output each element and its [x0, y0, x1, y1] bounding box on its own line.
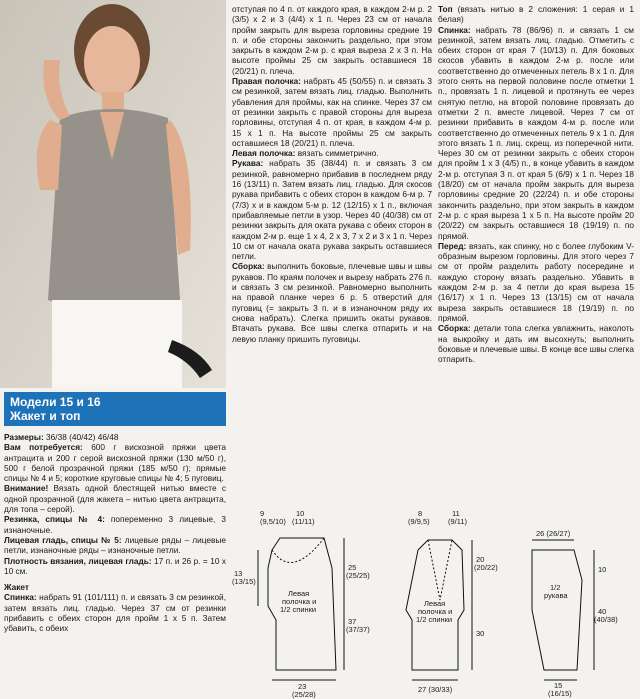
dim-label: 11	[452, 509, 460, 518]
piece-label: Левая	[424, 599, 446, 608]
dim-label: 10	[296, 509, 305, 518]
section-heading: Жакет	[4, 582, 29, 593]
paragraph: Правая полочка: набрать 45 (50/55) п. и связать 3 см резинкой, затем вязать лиц. гладью. Выполнить убавления для проймы, как на спинке. Через 37 см от резинки закрыть с правой стороны для выреза горловины, отступая 4 п. от края, в каждом 4-м р. 15 х 1 п. На высоте проймы 25 см закрыть оставшиеся 18 (20/21) п. плеча.	[232, 76, 432, 148]
dim-label: 15	[554, 681, 563, 690]
dim-label: 27 (30/33)	[418, 685, 453, 694]
dim-label: (25/28)	[292, 690, 316, 699]
piece-label: 1/2 спинки	[416, 615, 453, 624]
paragraph: Внимание! Вязать одной блестящей нитью вместе с одной прозрачной (для жакета – нитью цвета антрацита, для топа – серой).	[4, 483, 226, 515]
pattern-diagrams	[232, 510, 640, 699]
dim-label: 23	[298, 682, 307, 691]
paragraph: Резинка, спицы № 4: попеременно 3 лицевые, 3 изнаночные.	[4, 514, 226, 535]
piece-label: полочка и	[418, 607, 453, 616]
dim-label: 8	[418, 509, 423, 518]
paragraph: Сборка: выполнить боковые, плечевые швы и швы рукавов. По краям полочек и вырезу набрать 276 п. и связать 3 см резинкой. Равномерно выполнить на правой планке через 6 р. 5 отверстий для пуговиц (= закрыть 3 п. и в изнаночном ряду их снова набрать). Слегка пришить окаты рукавов. Втачать рукава. Все швы слегка отпарить и на левую планку пришить пуговицы.	[232, 261, 432, 344]
dim-label: (37/37)	[346, 625, 370, 634]
paragraph: Плотность вязания, лицевая гладь: 17 п. и 26 р. = 10 х 10 см.	[4, 555, 226, 576]
dim-label: (13/15)	[232, 577, 256, 586]
dim-label: 40	[598, 607, 607, 616]
paragraph: Перед: вязать, как спинку, но с более глубоким V-образным вырезом горловины. Для этого через 7 см от пройм разделить работу посередине и каждую сторону вязать раздельно. Убавить в каждом 2-м р. за 4 петли до края выреза 15 (16/17) х 1 п. Через 13 (13/15) см от начала выреза закрыть оставшиеся 18 (19/19) п. по прямой.	[438, 240, 634, 323]
model-photo	[0, 0, 226, 388]
paragraph: Вам потребуется: 600 г вискозной пряжи цвета антрацита и 200 г серой вискозной пряжи (130 м/50 г), 500 г белой прозрачной пряжи (185 м/50 г); прямые спицы № 4 и 5; короткие круговые спицы № 4; 5 пуговиц.	[4, 442, 226, 484]
paragraph: Спинка: набрать 78 (86/96) п. и связать 1 см резинкой, затем вязать лиц. гладью. Отметить с обеих сторон от края 7 (10/13) п. Для боковых скосов убавить в каждом 2-м р. после или соответственно до отмеченных петель 8 х 1 п. Для этого снять на первой половине после отметки 1 п., провязать 1 п. лицевой и протянуть ее через снятую петлю, на второй половине провязать до отметки 2 п. вместе лицевой. Через 7 см от резинки прибавить в каждом 4-м р. после или соответственно до отмеченных петель 9 х 1 п. Для этого вязать 1 п. лиц. скрещ. из поперечной нити. Через 30 см от резинки закрыть с обеих сторон для пройм 1 х 3 (4/5) п., в конце убавить в каждом 2-м р. отступая 3 п. от края 5 (6/9) х 1 п. Через 18 (18/20) см от начала пройм закрыть для выреза горловины средние 20 (22/24) п. и обе стороны закончить раздельно, при этом закрыть в каждом 2-м р. с края выреза 1 х 5 п. На высоте пройм 20 (20/22) см закрыть оставшиеся 18 (19/19) п. по прямой.	[438, 24, 634, 241]
dim-label: 13	[234, 569, 243, 578]
column-1	[4, 392, 226, 634]
piece-label: 1/2 спинки	[280, 605, 317, 614]
dim-label: 30	[476, 629, 485, 638]
paragraph: Рукава: набрать 35 (38/44) п. и связать 3 см резинкой, равномерно прибавив в последнем ряду 16 (13/11) п. Затем вязать лиц. гладью. Для скосов рукава прибавить с обеих сторон в каждом 6-м р. 7 (7/3) х и в каждом 5-м р. 12 (12/15) х 1 п., включая прибавляемые петли в узор. Через 40 (40/38) см от резинки закрыть для оката рукава с обеих сторон в каждом 2-м р. еще 1 х 4, 2 х 3, 7 х 2 и 3 х 1 п. Через 10 см от начала оката рукава закрыть оставшиеся петли.	[232, 158, 432, 262]
paragraph: Спинка: набрать 91 (101/111) п. и связать 3 см резинкой, затем вязать лиц. гладью. Через 37 см от резинки прибавить с обеих сторон для пройм 1 х 5 п. Затем убавить, с обеих	[4, 592, 226, 634]
piece-label: Левая	[288, 589, 310, 598]
column-2	[232, 4, 432, 344]
model-subtitle: Жакет и топ	[10, 409, 81, 423]
paragraph: отступая по 4 п. от каждого края, в каждом 2-м р. 2 (3/5) х 2 и 3 (4/4) х 1 п. Через 23 см от начала пройм закрыть для выреза горловины средние 19 п. и обе стороны закончить раздельно, при этом закрыть в каждом 2-м р. с края выреза 2 х 3 п. На высоте проймы 25 см закрыть оставшиеся 18 (20/21) п. плеча.	[232, 4, 432, 76]
dim-label: (11/11)	[292, 517, 315, 526]
dim-label: (16/15)	[548, 689, 572, 698]
dim-label: 37	[348, 617, 357, 626]
dim-label: (40/38)	[594, 615, 618, 624]
model-title-box	[4, 392, 226, 426]
piece-label: 1/2	[550, 583, 561, 592]
dim-label: (9/9,5)	[408, 517, 430, 526]
paragraph: Топ (вязать нитью в 2 сложения: 1 серая и 1 белая)	[438, 4, 634, 25]
dim-label: 9	[260, 509, 265, 518]
dim-label: 25	[348, 563, 357, 572]
dim-label: 20	[476, 555, 485, 564]
dim-label: 26 (26/27)	[536, 529, 571, 538]
column-3	[438, 4, 634, 364]
paragraph: Лицевая гладь, спицы № 5: лицевые ряды – лицевые петли, изнаночные ряды – изнаночные петли.	[4, 534, 227, 556]
dim-label: (20/22)	[474, 563, 498, 572]
paragraph: Размеры: 36/38 (40/42) 46/48	[4, 432, 119, 442]
model-title: Модели 15 и 16	[10, 395, 101, 409]
dim-label: (25/25)	[346, 571, 370, 580]
dim-label: (9/11)	[448, 517, 468, 526]
paragraph: Сборка: детали топа слегка увлажнить, наколоть на выкройку и дать им высохнуть; выполнить боковые и плечевые швы. В конце все швы слегка отпарить.	[438, 323, 634, 365]
dim-label: 10	[598, 565, 607, 574]
dim-label: (9,5/10)	[260, 517, 286, 526]
piece-label: рукава	[544, 591, 568, 600]
piece-label: полочка и	[282, 597, 317, 606]
paragraph: Левая полочка: вязать симметрично.	[232, 148, 379, 159]
